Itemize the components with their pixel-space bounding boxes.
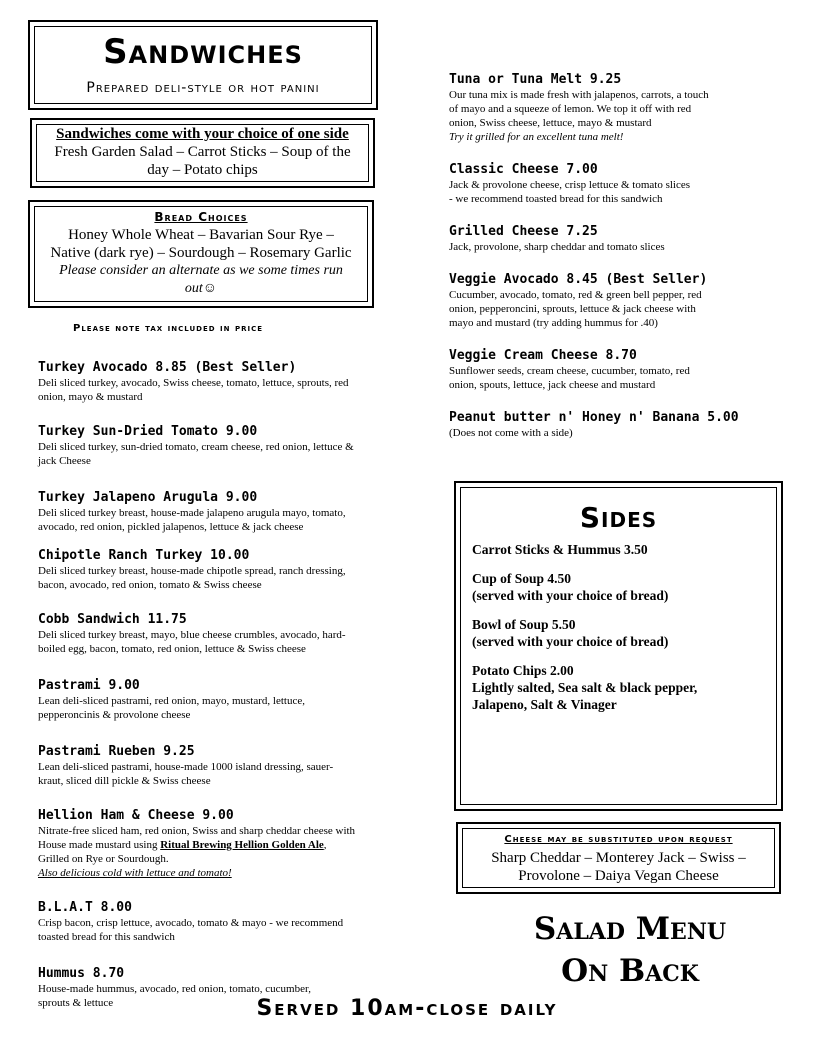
tax-note: Please note tax included in price bbox=[73, 323, 264, 334]
page-title: Sandwiches bbox=[103, 32, 303, 72]
menu-item bbox=[38, 360, 408, 404]
side-choice-box bbox=[30, 118, 375, 188]
menu-item-desc: Lean deli-sliced pastrami, house-made 1000 island dressing, sauer- bbox=[38, 761, 334, 773]
bread-note-line: out☺ bbox=[184, 281, 218, 296]
menu-item bbox=[449, 162, 779, 206]
side-choice-line: day – Potato chips bbox=[147, 162, 258, 178]
menu-item-name: Turkey Avocado 8.85 (Best Seller) bbox=[38, 360, 297, 375]
menu-item-desc: bacon, avocado, red onion, tomato & Swiss cheese bbox=[38, 579, 262, 591]
menu-item bbox=[449, 410, 779, 440]
right-menu-column bbox=[449, 72, 779, 440]
menu-item-desc: Sunflower seeds, cream cheese, cucumber, tomato, red bbox=[449, 365, 690, 377]
menu-item-name: Chipotle Ranch Turkey 10.00 bbox=[38, 548, 250, 563]
menu-item-desc: Deli sliced turkey breast, house-made jalapeno arugula mayo, tomato, bbox=[38, 507, 346, 519]
hellion-desc-text: , bbox=[323, 839, 327, 851]
salad-note-line: Salad Menu bbox=[533, 911, 727, 947]
menu-item-desc: jack Cheese bbox=[38, 455, 91, 467]
menu-item bbox=[38, 612, 408, 656]
menu-item-desc: mayo and mustard (try adding hummus for .40) bbox=[449, 317, 658, 329]
menu-item-desc: toasted bread for this sandwich bbox=[38, 931, 175, 943]
side-item-line: Bowl of Soup 5.50 bbox=[472, 617, 576, 632]
menu-item bbox=[38, 900, 408, 944]
side-choice-line: Fresh Garden Salad – Carrot Sticks – Soup of the bbox=[54, 144, 351, 160]
menu-item-desc: Nitrate-free sliced ham, red onion, Swiss and sharp cheddar cheese with bbox=[38, 825, 356, 837]
menu-item-desc: onion, Swiss cheese, lettuce, mayo & mustard bbox=[449, 117, 652, 129]
cheese-line: Provolone – Daiya Vegan Cheese bbox=[518, 868, 719, 884]
menu-item bbox=[38, 424, 408, 468]
hellion-tip: Also delicious cold with lettuce and tomato! bbox=[38, 867, 232, 879]
menu-item-name: Veggie Cream Cheese 8.70 bbox=[449, 348, 637, 363]
menu-item-name: Pastrami 9.00 bbox=[38, 678, 140, 693]
side-choice-heading: Sandwiches come with your choice of one side bbox=[56, 126, 349, 142]
menu-item-desc: onion, pepperoncini, sprouts, lettuce & jack cheese with bbox=[449, 303, 696, 315]
menu-item-name: Pastrami Rueben 9.25 bbox=[38, 744, 195, 759]
hellion-ale-link: Ritual Brewing Hellion Golden Ale bbox=[160, 839, 324, 851]
sides-title: Sides bbox=[579, 501, 658, 534]
menu-item-name: Tuna or Tuna Melt 9.25 bbox=[449, 72, 622, 87]
menu-item-name: Grilled Cheese 7.25 bbox=[449, 224, 598, 239]
side-item bbox=[472, 662, 771, 713]
side-item-line: Cup of Soup 4.50 bbox=[472, 571, 572, 586]
menu-item-desc: Grilled on Rye or Sourdough. bbox=[38, 853, 169, 865]
menu-item-name: Turkey Sun-Dried Tomato 9.00 bbox=[38, 424, 258, 439]
side-item bbox=[472, 541, 771, 558]
menu-item-desc bbox=[38, 866, 408, 880]
salad-menu-note bbox=[470, 908, 790, 992]
menu-item bbox=[38, 548, 408, 592]
menu-item-desc: Deli sliced turkey, sun-dried tomato, cream cheese, red onion, lettuce & bbox=[38, 441, 354, 453]
menu-item bbox=[38, 744, 408, 788]
menu-item-desc: Jack & provolone cheese, crisp lettuce & tomato slices bbox=[449, 179, 691, 191]
title-box bbox=[28, 20, 378, 110]
menu-item-name: Classic Cheese 7.00 bbox=[449, 162, 598, 177]
menu-item-desc: Cucumber, avocado, tomato, red & green bell pepper, red bbox=[449, 289, 702, 301]
menu-item-desc: onion, mayo & mustard bbox=[38, 391, 143, 403]
side-item-line: Carrot Sticks & Hummus 3.50 bbox=[472, 542, 648, 557]
menu-item-desc: avocado, red onion, pickled jalapenos, lettuce & jack cheese bbox=[38, 521, 304, 533]
menu-item-desc bbox=[38, 838, 408, 852]
menu-item-desc: Deli sliced turkey, avocado, Swiss cheese, tomato, lettuce, sprouts, red bbox=[38, 377, 349, 389]
menu-item-desc: Deli sliced turkey breast, mayo, blue cheese crumbles, avocado, hard- bbox=[38, 629, 346, 641]
left-menu-column bbox=[38, 360, 408, 1010]
menu-item-desc bbox=[449, 130, 779, 144]
menu-item-desc: onion, spouts, lettuce, jack cheese and mustard bbox=[449, 379, 656, 391]
menu-item-desc: of mayo and a squeeze of lemon. We top it off with red bbox=[449, 103, 692, 115]
menu-item-desc: (Does not come with a side) bbox=[449, 427, 573, 439]
hours-footer: Served 10am-close daily bbox=[256, 996, 558, 1021]
menu-item bbox=[449, 224, 779, 254]
bread-note bbox=[40, 262, 362, 298]
side-item-line: Potato Chips 2.00 bbox=[472, 663, 574, 678]
menu-item-name: Veggie Avocado 8.45 (Best Seller) bbox=[449, 272, 708, 287]
menu-item bbox=[38, 678, 408, 722]
bread-choices-line: Native (dark rye) – Sourdough – Rosemary Garlic bbox=[50, 245, 352, 261]
side-item-line: Lightly salted, Sea salt & black pepper, bbox=[472, 680, 698, 695]
menu-item-name: Hummus 8.70 bbox=[38, 966, 125, 981]
menu-item-desc: Lean deli-sliced pastrami, red onion, mayo, mustard, lettuce, bbox=[38, 695, 305, 707]
bread-choices-heading: Bread Choices bbox=[154, 210, 248, 224]
menu-item-desc: Crisp bacon, crisp lettuce, avocado, tomato & mayo - we recommend bbox=[38, 917, 344, 929]
cheese-line: Sharp Cheddar – Monterey Jack – Swiss – bbox=[491, 850, 746, 866]
menu-item-desc: Our tuna mix is made fresh with jalapenos, carrots, a touch bbox=[449, 89, 709, 101]
side-item-line: (served with your choice of bread) bbox=[472, 588, 669, 603]
side-item-line: Jalapeno, Salt & Vinager bbox=[472, 697, 617, 712]
menu-item-desc: Jack, provolone, sharp cheddar and tomato slices bbox=[449, 241, 665, 253]
menu-item bbox=[38, 808, 408, 880]
menu-item-desc: House-made hummus, avocado, red onion, tomato, cucumber, bbox=[38, 983, 311, 995]
menu-item bbox=[38, 490, 408, 534]
sides-list bbox=[472, 541, 771, 725]
menu-item bbox=[449, 348, 779, 392]
sides-box bbox=[454, 481, 783, 811]
bread-note-line: Please consider an alternate as we some times run bbox=[59, 263, 343, 278]
menu-item-desc: pepperoncinis & provolone cheese bbox=[38, 709, 191, 721]
side-item bbox=[472, 570, 771, 604]
bread-choices-box bbox=[28, 200, 374, 308]
side-item-line: (served with your choice of bread) bbox=[472, 634, 669, 649]
side-item bbox=[472, 616, 771, 650]
cheese-heading: Cheese may be substituted upon request bbox=[504, 834, 733, 845]
menu-item-desc: boiled egg, bacon, tomato, red onion, lettuce & Swiss cheese bbox=[38, 643, 306, 655]
page-subtitle: Prepared deli-style or hot panini bbox=[86, 80, 320, 96]
cheese-box bbox=[456, 822, 781, 894]
hellion-desc-text: House made mustard using bbox=[38, 839, 161, 851]
menu-item-desc: - we recommend toasted bread for this sandwich bbox=[449, 193, 663, 205]
menu-item-name: B.L.A.T 8.00 bbox=[38, 900, 132, 915]
menu-item bbox=[449, 272, 779, 330]
menu-item bbox=[449, 72, 779, 144]
menu-item-name: Turkey Jalapeno Arugula 9.00 bbox=[38, 490, 258, 505]
menu-item-desc: kraut, sliced dill pickle & Swiss cheese bbox=[38, 775, 211, 787]
tuna-tip: Try it grilled for an excellent tuna melt! bbox=[449, 131, 624, 143]
bread-choices-line: Honey Whole Wheat – Bavarian Sour Rye – bbox=[68, 227, 334, 243]
menu-item-name: Peanut butter n' Honey n' Banana 5.00 bbox=[449, 410, 739, 425]
menu-item-name: Cobb Sandwich 11.75 bbox=[38, 612, 187, 627]
menu-item-desc: sprouts & lettuce bbox=[38, 997, 114, 1009]
menu-item-desc: Deli sliced turkey breast, house-made chipotle spread, ranch dressing, bbox=[38, 565, 346, 577]
salad-note-line: On Back bbox=[561, 953, 699, 989]
menu-item-name: Hellion Ham & Cheese 9.00 bbox=[38, 808, 234, 823]
